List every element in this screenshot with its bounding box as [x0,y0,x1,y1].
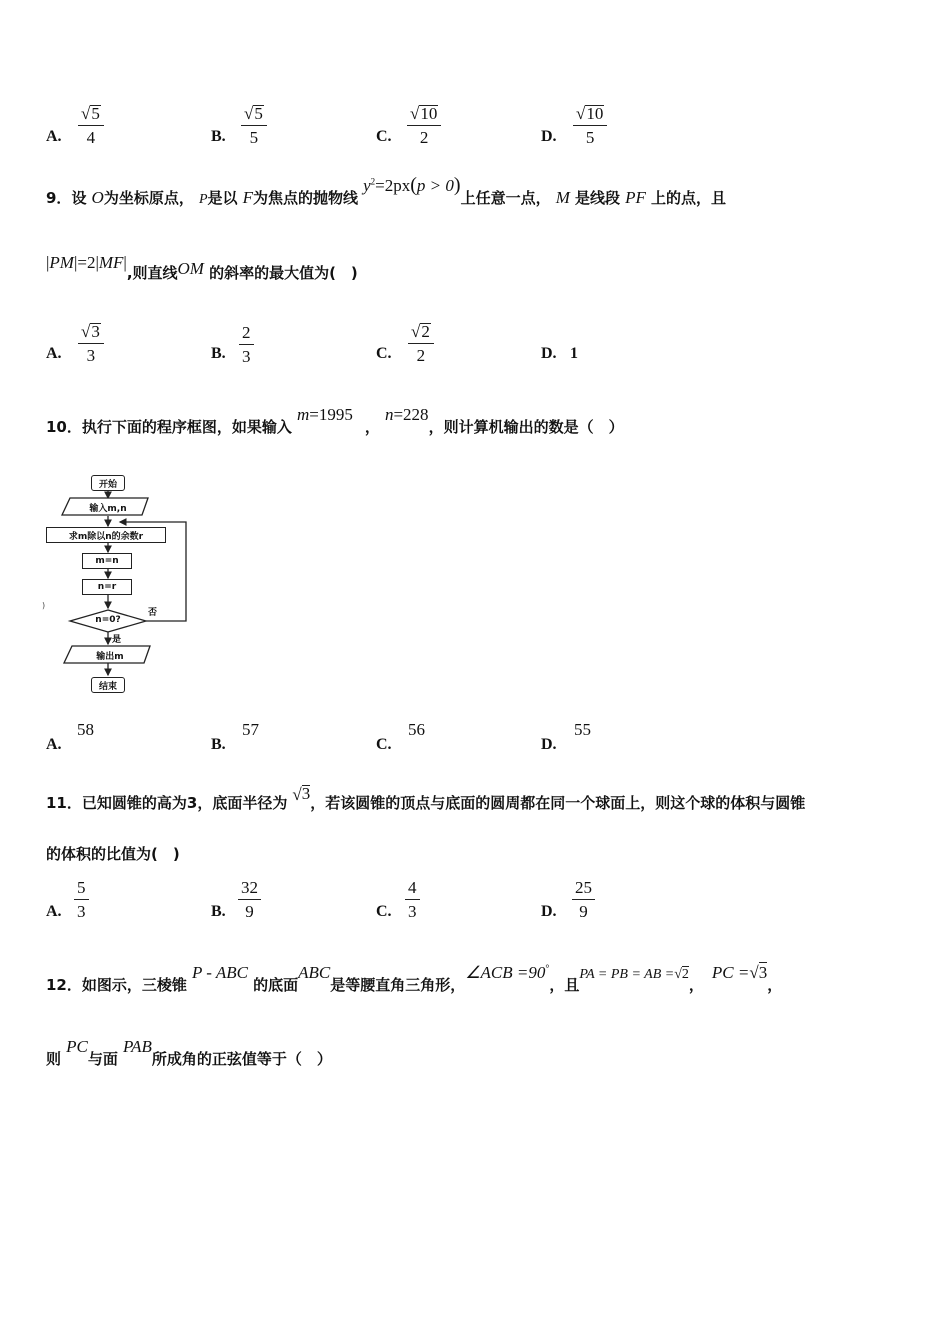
q12-text: 所成角的正弦值等于（ ） [151,1050,332,1068]
flowchart-start: 开始 [91,475,125,491]
q9-parabola-y: y [363,176,371,195]
q12-number: 12． [46,976,82,994]
q8-option-d-denominator: 5 [585,128,595,147]
q9-option-b-numerator: 2 [239,323,254,345]
q10-n-value: =228 [393,405,429,424]
q9-option-a-fraction: √ 3 3 [78,322,104,366]
q9-stem-line2 [46,253,358,283]
q11-option-b-label: B. [211,903,226,920]
q8-option-d-label: D. [541,128,557,145]
q9-paren: ) [453,174,461,196]
q12-pc-root: 3 [758,963,768,982]
q8-option-b-denominator: 5 [249,128,259,147]
q11-option-d-label: D. [541,903,557,920]
q10-stem [46,404,624,436]
q9-option-c-fraction: √ 2 2 [408,322,434,366]
q9-option-c-denominator: 2 [416,346,426,365]
q8-option-d-fraction: √ 10 5 [573,104,607,148]
q9-option-c-numerator: 2 [421,322,430,341]
flowchart-assign-n: n=r [82,579,132,595]
q10-option-c-value: 56 [408,720,425,739]
q8-option-a-numerator: 5 [91,104,100,123]
q8-option-c-denominator: 2 [419,128,429,147]
q11-option-b-fraction [238,878,261,922]
q8-option-a-denominator: 4 [86,128,96,147]
q10-option-a-label: A. [46,736,62,753]
q9-option-b-label: B. [211,345,226,362]
q12-equality-2: PC =√3 [711,963,768,982]
q9-pm: PM [49,253,74,272]
q11-option-c-fraction [405,878,420,922]
q9-condition: p > 0 [416,176,454,195]
q11-option-c-label: C. [376,903,392,920]
q9-stem-line1 [46,174,726,209]
q8-option-b-label: B. [211,128,226,145]
q11-option-b-numerator: 32 [238,878,261,900]
flowchart-end: 结束 [91,677,125,693]
q11-option-a-numerator: 5 [74,878,89,900]
q12-var-pc: PC [66,1037,88,1056]
q10-comma: ， [364,418,380,436]
flowchart-output: 输出m [96,652,124,662]
q11-option-c-denominator: 3 [408,902,417,921]
q10-option-b-value: 57 [242,720,259,739]
q12-text: 的底面 [253,976,299,994]
q11-text: ，若该圆锥的顶点与底面的圆周都在同一个球面上，则这个球的体积与圆锥 [310,794,806,812]
flowchart-no-label: 否 [148,608,158,618]
q10-option-a-value: 58 [77,720,94,739]
q11-text: 的体积的比值为( ) [46,845,180,863]
q9-option-a-numerator: 3 [91,322,100,341]
q10-var-n: n [384,405,394,424]
q9-text: ,则直线 [126,264,178,282]
q12-pc: PC = [711,963,750,982]
q11-option-a-fraction [74,878,89,922]
q9-text: 为坐标原点， [103,189,194,207]
q12-text: 则 [46,1050,62,1068]
q12-eq1-root: 2 [681,967,689,982]
q11-option-a-label: A. [46,903,62,920]
q11-option-d-denominator: 9 [579,902,588,921]
q9-paren: ( [410,174,417,196]
flowchart-decision: n=0? [95,615,121,625]
flowchart-margin-mark: ) [42,601,46,610]
q9-parabola-rest: =2px [375,176,411,195]
q8-option-c-numerator: 10 [420,104,438,123]
flowchart-input: 输入m,n [89,504,127,514]
q9-option-d-value: 1 [570,345,578,362]
q10-text: 执行下面的程序框图，如果输入 [81,418,292,436]
q9-text: 的斜率的最大值为( ) [209,264,358,282]
q8-option-d-numerator: 10 [586,104,604,123]
q12-stem-line1 [46,962,783,994]
q9-var-pf: PF [625,188,646,207]
q8-option-a-label: A. [46,128,62,145]
q11-option-a-denominator: 3 [77,902,86,921]
q10-text: ，则计算机输出的数是（ ） [428,418,624,436]
q9-var-p: P [198,192,208,207]
q12-stem-line2 [46,1036,332,1068]
flowchart-yes-label: 是 [112,635,122,645]
q10-number: 10． [46,418,82,436]
q11-option-b-denominator: 9 [245,902,254,921]
q9-option-d-label: D. [541,345,557,362]
q9-option-c-label: C. [376,345,392,362]
flowchart-remainder: 求m除以n的余数r [46,527,166,543]
q11-stem-line2 [46,843,180,864]
q12-equality-1: PA = PB = AB =√2 [579,967,689,982]
q9-var-o: O [91,188,104,207]
q8-option-b-fraction: √ 5 5 [241,104,267,148]
q12-angle [465,963,549,982]
q9-text: 为焦点的抛物线 [253,189,359,207]
q9-mf: MF [98,253,124,272]
q11-option-d-numerator: 25 [572,878,595,900]
q9-parabola [363,176,460,195]
q10-flowchart [42,470,192,695]
q8-option-b-numerator: 5 [254,104,263,123]
q11-stem-line1 [46,784,806,813]
flowchart-assign-m: m=n [82,553,132,569]
q11-text: 已知圆锥的高为3，底面半径为 [81,794,288,812]
q9-text: 上任意一点， [460,189,551,207]
q9-parabola-exp: 2 [370,176,376,187]
q12-pyramid: P - ABC [191,963,249,982]
q10-m-value: =1995 [309,405,353,424]
q10-option-c-label: C. [376,736,392,753]
q10-option-d-value: 55 [574,720,591,739]
q12-var-pab: PAB [122,1037,152,1056]
q12-text: 如图示，三棱锥 [81,976,187,994]
q9-text: 上的点，且 [650,189,726,207]
q10-option-d-label: D. [541,736,557,753]
q12-comma: ， [688,976,704,994]
q11-radius-value: 3 [301,784,311,803]
q12-eq1: PA = PB = AB = [579,967,675,982]
q9-condition-2: |PM|=2|MF| [46,253,127,272]
q9-text: 是线段 [574,189,620,207]
q9-number: 9． [46,189,72,207]
q10-option-b-label: B. [211,736,226,753]
q8-option-c-fraction: √ 10 2 [407,104,441,148]
q12-base-abc: ABC [298,963,331,982]
q12-text: ，且 [549,976,580,994]
q12-comma: ， [767,976,783,994]
q9-option-a-label: A. [46,345,62,362]
q12-degree: ° [545,963,550,975]
q9-eq: =2 [77,253,96,272]
q9-option-a-denominator: 3 [86,346,96,365]
q9-option-b-denominator: 3 [242,347,251,366]
q12-text: 与面 [87,1050,118,1068]
q8-option-c-label: C. [376,128,392,145]
q12-text: 是等腰直角三角形， [330,976,466,994]
q11-option-c-numerator: 4 [405,878,420,900]
q9-var-om: OM [177,259,204,278]
q11-number: 11． [46,794,82,812]
q9-text: 是以 [207,189,238,207]
q10-var-m: m [296,405,310,424]
q8-option-a-fraction: √ 5 4 [78,104,104,148]
q11-radius: √ 3 [292,784,311,804]
q12-angle-value: ∠ACB =90 [465,963,546,982]
q9-text: 设 [71,189,87,207]
q11-option-d-fraction [572,878,595,922]
q9-var-f: F [242,188,253,207]
q9-option-b-fraction [239,323,254,367]
q9-var-m: M [555,188,570,207]
